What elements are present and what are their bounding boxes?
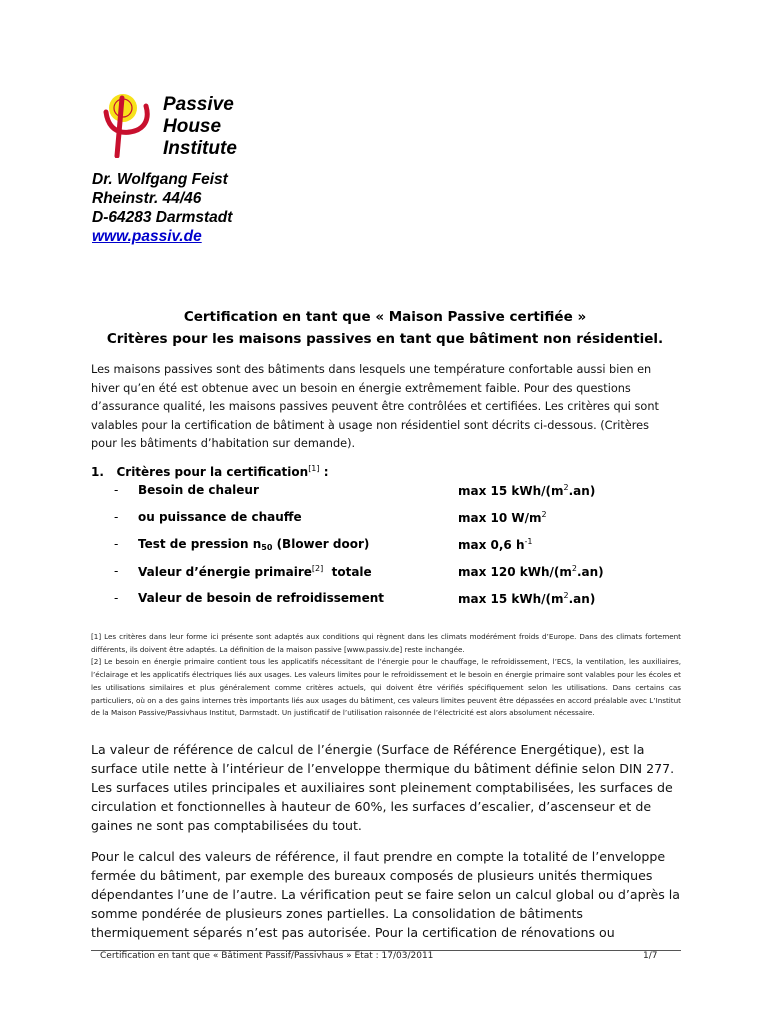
logo-wordmark: [163, 94, 237, 160]
logo-line-3: Institute: [163, 138, 237, 159]
criteria-value: max 10 $W/m^2$: [458, 510, 547, 525]
criteria-label: ou puissance de chauffe: [138, 510, 302, 524]
city: D-64283 Darmstadt: [92, 209, 233, 226]
criteria-number: 1.: [91, 465, 104, 479]
footnote-2: [2] Le besoin en énergie primaire contient tous les applicatifs nécessitant de l’énergie pour le chauffage, le refroidissement, l’ECS, la ventilation, les auxiliaires, l’éclairage et les applicatifs électriques liés aux usages. Les valeurs limites pour le refroidissement et le besoin en énergie primaire sont valables pour les écoles et les utilisations similaires et plus généralement comme critères actuels, qui doivent être vérifiés spécifiquement selon les utilisations. Dans certains cas particuliers, où on a des gains internes très importants liés aux usages du bâtiment, ces valeurs limites peuvent être dépassées en accord préalable avec L’Institut de la Maison Passive/Passivhaus Institut, Darmstadt. Un justificatif de l’utilisation raisonnée de l’électricité est alors absolument nécessaire.: [91, 657, 681, 718]
criteria-heading-suffix: :: [319, 465, 329, 479]
footnotes: [91, 631, 681, 720]
footnote-ref-1[interactable]: [1]: [308, 464, 320, 473]
paragraph-line: fermée du bâtiment, par exemple des bureaux composés de plusieurs unités thermiques: [91, 868, 653, 883]
criteria-row-heating-load: [114, 510, 694, 528]
criteria-row-cooling-demand: [114, 591, 694, 609]
bullet-dash: -: [114, 483, 119, 497]
reference-values-paragraph: [91, 847, 681, 942]
paragraph-line: Les surfaces utiles principales et auxiliaires sont pleinement comptabilisées, les surfaces de: [91, 780, 673, 795]
reference-area-paragraph: [91, 740, 681, 835]
criteria-label: Valeur de besoin de refroidissement: [138, 591, 384, 605]
intro-line: d’assurance qualité, les maisons passives peuvent être contrôlées et certifiées. Les critères qui sont: [91, 400, 659, 414]
paragraph-line: circulation et fonctionnelles à hauteur de 60%, les surfaces d’escalier, d’ascenseur et de: [91, 799, 652, 814]
logo: [100, 92, 162, 163]
title-line-1: Certification en tant que « Maison Passive certifiée »: [183, 309, 587, 325]
criteria-value: max 15 kWh/$(m^2.an)$: [458, 483, 596, 498]
paragraph-line: dépendantes l’une de l’autre. La vérification peut se faire selon un calcul global ou d’après la: [91, 887, 681, 902]
intro-paragraph: [91, 361, 681, 454]
logo-line-1: Passive: [163, 94, 234, 115]
document-title: [0, 306, 770, 350]
intro-line: Les maisons passives sont des bâtiments dans lesquels une température confortable aussi bien en: [91, 363, 652, 376]
paragraph-line: somme pondérée de plusieurs zones partielles. La consolidation de bâtiments: [91, 906, 583, 921]
passive-house-logo-icon: [100, 92, 162, 158]
title-line-2: Critères pour les maisons passives en tant que bâtiment non résidentiel.: [106, 331, 664, 347]
criteria-value: max 120 kWh/$(m^2.an)$: [458, 564, 604, 579]
criteria-label: Valeur d’énergie primaire[2] totale: [138, 564, 372, 579]
intro-line: valables pour la certification de bâtiment à usage non résidentiel sont décrits ci-dessous. (Critères: [91, 418, 649, 432]
criteria-row-heating-demand: [114, 483, 694, 501]
paragraph-line: gaines ne sont pas comptabilisées du tout.: [91, 818, 362, 833]
intro-line: pour les bâtiments d’habitation sur demande).: [91, 437, 356, 451]
street: Rheinstr. 44/46: [92, 190, 202, 207]
website-link[interactable]: www.passiv.de: [92, 228, 202, 245]
criteria-label: Test de pression $n_{50}$ (Blower door): [138, 537, 370, 552]
paragraph-line: thermiquement séparés n’est pas autorisée. Pour la certification de rénovations ou: [91, 925, 615, 940]
criteria-label: Besoin de chaleur: [138, 483, 259, 497]
criteria-heading-text: Critères pour la certification: [116, 465, 309, 479]
bullet-dash: -: [114, 510, 119, 524]
paragraph-line: La valeur de référence de calcul de l’énergie (Surface de Référence Energétique), est la: [91, 742, 645, 757]
criteria-row-primary-energy: [114, 564, 694, 582]
bullet-dash: -: [114, 591, 119, 605]
footnote-ref-2[interactable]: [2]: [311, 564, 324, 573]
criteria-row-pressure-test: [114, 537, 694, 555]
paragraph-line: Pour le calcul des valeurs de référence, il faut prendre en compte la totalité de l’enveloppe: [91, 849, 666, 864]
footnote-1: [1] Les critères dans leur forme ici présente sont adaptés aux conditions qui règnent dans les climats modérément froids d’Europe. Dans des climats fortement différents, ils doivent être adaptés. La définition de la maison passive [www.passiv.de] reste inchangée.: [91, 632, 681, 654]
author-name: Dr. Wolfgang Feist: [92, 171, 228, 188]
logo-line-2: House: [163, 116, 222, 137]
page-number: 1/7: [643, 951, 658, 961]
paragraph-line: surface utile nette à l’intérieur de l’enveloppe thermique du bâtiment définie selon DIN 277.: [91, 761, 675, 776]
criteria-value: max 0,6 $h^{-1}$: [458, 537, 533, 552]
bullet-dash: -: [114, 537, 119, 551]
intro-line: hiver qu’en été est obtenue avec un besoin en énergie extrêmement faible. Pour des questions: [91, 381, 631, 395]
footer-text: Certification en tant que « Bâtiment Passif/Passivhaus » Etat : 17/03/2011: [100, 951, 434, 961]
bullet-dash: -: [114, 564, 119, 578]
criteria-value: max 15 kWh/$(m^2.an)$: [458, 591, 596, 606]
criteria-heading: [91, 464, 329, 479]
address-block: [92, 170, 232, 246]
